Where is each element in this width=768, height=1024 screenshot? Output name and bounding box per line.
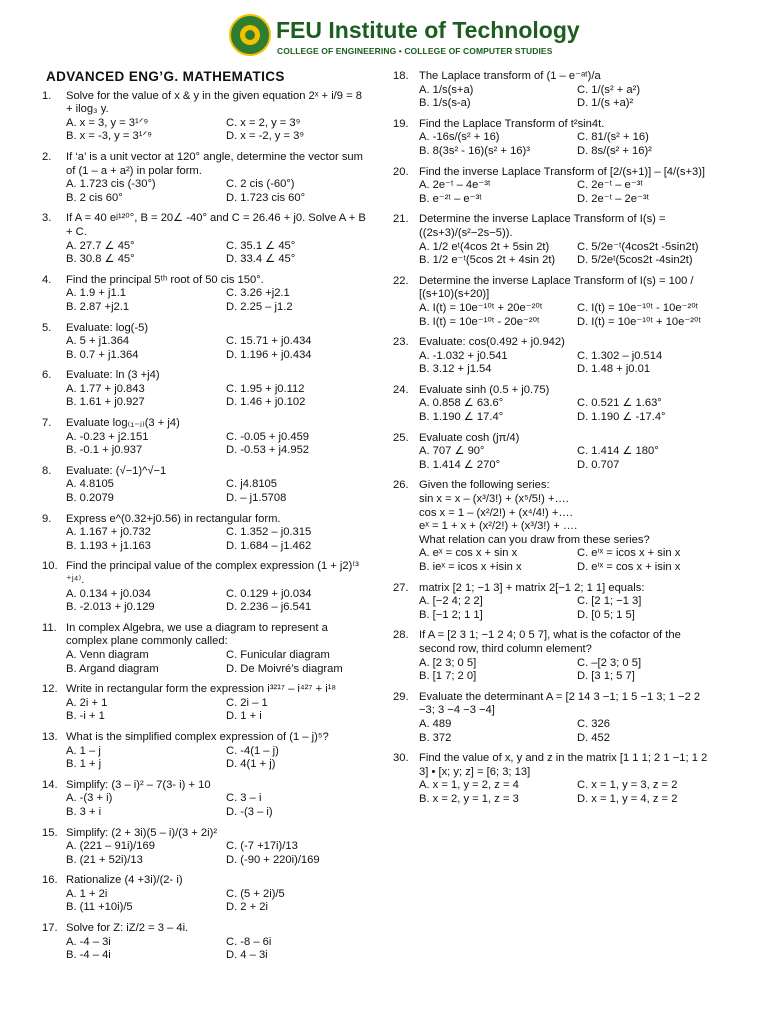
answer-choice: C. 1.95 + j0.112: [226, 382, 305, 395]
question-item: [393, 165, 717, 207]
answer-choice: A. 0.858 ∠ 63.6°: [419, 397, 504, 410]
answer-choice: D. x = -2, y = 3⁹: [226, 130, 305, 143]
answer-choice: A. -0.23 + j2.151: [66, 430, 149, 443]
answer-choice: C. 0.521 ∠ 1.63°: [577, 397, 662, 410]
question-number: 11.: [42, 621, 57, 634]
answer-choice: A. 1 – j: [66, 744, 101, 757]
question-number: 4.: [42, 273, 52, 286]
question-number: 13.: [42, 730, 58, 743]
answer-choice: A. x = 1, y = 2, z = 4: [419, 779, 519, 792]
question-list-left: [42, 89, 368, 963]
question-item: [42, 922, 368, 963]
answer-choice: C. Funicular diagram: [226, 648, 330, 661]
answer-choice: D. 1 + i: [226, 710, 262, 723]
answer-choices: [419, 595, 717, 622]
answer-choices: [419, 241, 717, 268]
question-number: 3.: [42, 212, 52, 225]
answer-choices: [66, 936, 368, 963]
answer-choice: B. 0.7 + j1.364: [66, 348, 139, 361]
question-stem: Evaluate cosh (jπ/4): [419, 431, 520, 444]
answer-choice: D. 1.48 + j0.01: [577, 363, 651, 376]
answer-choice: A. 489: [419, 717, 452, 730]
answer-choice: C. 81/(s² + 16): [577, 131, 649, 144]
answer-choice: B. [1 7; 2 0]: [419, 670, 477, 683]
answer-choice: B. 1.193 + j1.163: [66, 539, 151, 552]
answer-choice: C. 3 – i: [226, 792, 262, 805]
institution-subtitle: COLLEGE OF ENGINEERING • COLLEGE OF COMPUTER STUDIES: [277, 46, 553, 56]
answer-choice: B. [−1 2; 1 1]: [419, 608, 483, 621]
question-number: 24.: [393, 383, 409, 396]
answer-choice: C. [2 1; −1 3]: [577, 595, 642, 608]
question-number: 23.: [393, 336, 409, 349]
answer-choices: [419, 302, 717, 329]
answer-choices: [419, 84, 717, 111]
question-stem: If A = 40 eʲ¹²⁰°, B = 20∠ -40° and C = 26.46 + j0. Solve A + B + C.: [66, 212, 366, 238]
answer-choice: D. 452: [577, 731, 610, 744]
question-stem: Find the principal value of the complex expression (1 + j2)⁽³ ⁺ʲ⁴⁾.: [66, 560, 359, 586]
question-stem: Evaluate: (√−1)^√−1: [66, 464, 167, 477]
answer-choice: D. [0 5; 1 5]: [577, 608, 635, 621]
question-item: [42, 512, 368, 554]
answer-choice: A. 2e⁻ᵗ – 4e⁻³ᵗ: [419, 179, 491, 192]
question-item: [42, 683, 368, 724]
question-number: 18.: [393, 70, 409, 82]
question-number: 12.: [42, 683, 58, 696]
question-item: [393, 581, 717, 623]
question-number: 29.: [393, 690, 409, 703]
answer-choice: B. 2 cis 60°: [66, 191, 123, 204]
question-stem: Evaluate log₍₁₋ⱼ₎(3 + j4): [66, 417, 180, 430]
answer-choice: B. 3 + i: [66, 805, 102, 818]
institution-name: FEU Institute of Technology: [276, 17, 580, 43]
question-number: 16.: [42, 874, 58, 887]
right-column: [393, 70, 717, 814]
answer-choice: C. 1.414 ∠ 180°: [577, 445, 659, 458]
answer-choice: B. ieˣ = icos x +isin x: [419, 561, 522, 573]
answer-choice: C. 2i – 1: [226, 696, 268, 709]
answer-choice: D. x = 1, y = 4, z = 2: [577, 792, 678, 805]
answer-choices: [66, 697, 368, 724]
answer-choices: [66, 478, 368, 505]
answer-choice: D. I(t) = 10e⁻¹⁰ᵗ + 10e⁻²⁰ᵗ: [577, 315, 701, 328]
answer-choice: B. 1 + j: [66, 758, 102, 771]
answer-choice: A. -4 – 3i: [66, 935, 111, 948]
feu-seal-logo: [229, 14, 271, 56]
question-number: 19.: [393, 117, 409, 130]
answer-choice: A. 1.9 + j1.1: [66, 287, 127, 300]
question-number: 26.: [393, 479, 409, 492]
question-number: 21.: [393, 213, 409, 226]
answer-choices: [66, 117, 368, 144]
answer-choice: D. -(3 – i): [226, 805, 273, 818]
answer-choice: B. x = -3, y = 3¹ᐟ⁹: [66, 130, 153, 143]
question-item: [42, 321, 368, 363]
answer-choice: C. 2e⁻ᵗ – e⁻³ᵗ: [577, 179, 643, 192]
question-stem: Find the inverse Laplace Transform of [2/(s+1)] – [4/(s+3)]: [419, 165, 706, 178]
question-item: [42, 212, 368, 266]
answer-choice: C. 35.1 ∠ 45°: [226, 239, 296, 252]
question-number: 7.: [42, 417, 52, 430]
answer-choice: C. -8 – 6i: [226, 935, 272, 948]
answer-choices: [66, 240, 368, 267]
answer-choices: [66, 792, 368, 819]
answer-choices: [419, 547, 717, 574]
question-item: [393, 274, 717, 329]
answer-choice: B. -4 – 4i: [66, 949, 111, 962]
answer-choices: [419, 657, 717, 684]
answer-choice: D. 2.25 – j1.2: [226, 300, 293, 313]
answer-choice: C. 1.352 – j0.315: [226, 526, 312, 539]
answer-choice: A. -1.032 + j0.541: [419, 349, 508, 362]
answer-choice: D. – j1.5708: [226, 492, 287, 505]
question-stem: Evaluate: cos(0.492 + j0.942): [419, 336, 565, 349]
question-number: 15.: [42, 826, 58, 839]
question-stem: matrix [2 1; −1 3] + matrix 2[−1 2; 1 1] equals:: [419, 581, 645, 594]
question-stem: Simplify: (3 – i)² – 7(3- i) + 10: [66, 778, 211, 791]
answer-choice: B. 30.8 ∠ 45°: [66, 253, 135, 266]
answer-choice: C. 3.26 +j2.1: [226, 287, 290, 300]
answer-choice: D. 4 – 3i: [226, 949, 268, 962]
answer-choice: D. 1.723 cis 60°: [226, 191, 306, 204]
question-stem: Rationalize (4 +3i)/(2- i): [66, 874, 183, 887]
answer-choices: [66, 431, 368, 458]
answer-choice: D. (-90 + 220i)/169: [226, 853, 320, 866]
answer-choices: [419, 445, 717, 472]
question-stem: Evaluate: log(-5): [66, 321, 149, 334]
question-stem: Solve for the value of x & y in the given equation 2ˣ + i/9 = 8 + ilog₃ y.: [66, 89, 362, 116]
answer-choice: C. 1.302 – j0.514: [577, 349, 663, 362]
answer-choice: A. -16s/(s² + 16): [419, 131, 500, 144]
answer-choice: B. -i + 1: [66, 710, 105, 723]
question-stem: The Laplace transform of (1 – e⁻ᵃᵗ)/a: [419, 70, 601, 82]
answer-choices: [66, 526, 368, 553]
answer-choice: A. 2i + 1: [66, 696, 108, 709]
question-item: [393, 213, 717, 267]
answer-choice: C. 15.71 + j0.434: [226, 335, 312, 348]
answer-choice: A. (221 – 91i)/169: [66, 840, 155, 853]
question-number: 25.: [393, 431, 409, 444]
answer-choice: B. I(t) = 10e⁻¹⁰ᵗ - 20e⁻²⁰ᵗ: [419, 315, 540, 328]
answer-choice: A. 0.134 + j0.034: [66, 587, 151, 600]
answer-choice: B. 1.414 ∠ 270°: [419, 458, 501, 471]
answer-choice: A. [2 3; 0 5]: [419, 656, 477, 669]
question-item: [393, 70, 717, 111]
answer-choice: B. e⁻²ᵗ – e⁻³ᵗ: [419, 192, 482, 205]
question-number: 27.: [393, 581, 409, 594]
answer-choice: A. 27.7 ∠ 45°: [66, 239, 135, 252]
answer-choice: B. 372: [419, 731, 452, 744]
question-item: [393, 431, 717, 473]
answer-choice: A. 4.8105: [66, 478, 114, 491]
answer-choice: B. 8(3s² - 16)(s² + 16)³: [419, 144, 530, 157]
answer-choice: C. 1/(s² + a²): [577, 83, 641, 96]
answer-choices: [419, 779, 717, 806]
answer-choice: D. 1.196 + j0.434: [226, 348, 312, 361]
answer-choice: C. x = 2, y = 3⁹: [226, 116, 301, 129]
question-stem: If A = [2 3 1; −1 2 4; 0 5 7], what is the cofactor of the second row, third column element?: [419, 629, 681, 655]
question-number: 17.: [42, 922, 58, 935]
question-number: 10.: [42, 560, 58, 573]
answer-choice: B. (21 + 52i)/13: [66, 853, 143, 866]
question-item: [42, 778, 368, 820]
question-stem: Determine the inverse Laplace Transform of I(s) = ((2s+3)/(s²−2s−5)).: [419, 213, 666, 239]
answer-choices: [66, 888, 368, 915]
question-stem: Express e^(0.32+j0.56) in rectangular form.: [66, 512, 281, 525]
answer-choice: D. 33.4 ∠ 45°: [226, 253, 296, 266]
page-header: [0, 0, 768, 68]
answer-choice: C. (5 + 2i)/5: [226, 887, 285, 900]
left-column: [42, 69, 368, 970]
question-item: [42, 150, 368, 205]
question-item: [42, 560, 368, 614]
question-stem: Find the value of x, y and z in the matrix [1 1 1; 2 1 −1; 1 2 3] • [x; y; z] = [6; 3; 13]: [419, 752, 708, 778]
answer-choice: D. 2.236 – j6.541: [226, 601, 312, 614]
question-item: [393, 117, 717, 159]
question-stem: Given the following series: sin x = x – (x³/3!) + (x⁵/5!) +…. cos x = 1 – (x²/2!) + (x⁴/4!) +…. eˣ = 1 + x + (x²/2!) + (x³/3!) + …. What relation can you draw from these series?: [419, 479, 650, 546]
answer-choice: D. 2e⁻ᵗ – 2e⁻³ᵗ: [577, 192, 650, 205]
answer-choice: A. 5 + j1.364: [66, 335, 130, 348]
answer-choice: D. 5/2eᵗ(5cos2t -4sin2t): [577, 254, 693, 267]
answer-choice: B. 1/s(s-a): [419, 97, 471, 110]
question-stem: Write in rectangular form the expression i³²¹⁷ – i⁴²⁷ + i¹⁸: [66, 683, 337, 696]
answer-choices: [419, 179, 717, 206]
question-number: 28.: [393, 629, 409, 642]
answer-choice: A. x = 3, y = 3¹ᐟ⁹: [66, 116, 149, 129]
answer-choice: D. 1.46 + j0.102: [226, 396, 306, 409]
question-number: 1.: [42, 89, 52, 102]
answer-choice: A. 707 ∠ 90°: [419, 445, 485, 458]
question-item: [42, 89, 368, 144]
answer-choice: C. 0.129 + j0.034: [226, 587, 312, 600]
question-item: [393, 383, 717, 425]
answer-choice: C. j4.8105: [226, 478, 277, 491]
answer-choice: B. x = 2, y = 1, z = 3: [419, 792, 519, 805]
question-number: 22.: [393, 274, 409, 287]
answer-choice: D. 1.190 ∠ -17.4°: [577, 411, 666, 424]
question-number: 9.: [42, 512, 52, 525]
question-item: [393, 690, 717, 745]
question-number: 20.: [393, 165, 409, 178]
answer-choice: A. eˣ = cos x + sin x: [419, 547, 518, 560]
question-stem: Determine the inverse Laplace Transform of I(s) = 100 / [(s+10)(s+20)]: [419, 274, 694, 301]
answer-choices: [66, 383, 368, 410]
question-item: [42, 826, 368, 868]
question-item: [42, 730, 368, 772]
question-item: [42, 273, 368, 315]
answer-choices: [419, 718, 717, 745]
question-stem: Simplify: (2 + 3i)(5 – i)/(3 + 2i)²: [66, 826, 218, 839]
answer-choices: [66, 840, 368, 867]
answer-choices: [66, 335, 368, 362]
question-item: [393, 752, 717, 806]
question-number: 8.: [42, 464, 52, 477]
document-title: ADVANCED ENG’G. MATHEMATICS: [46, 69, 285, 84]
answer-choice: B. (11 +10i)/5: [66, 901, 133, 914]
question-item: [42, 874, 368, 915]
answer-choice: C. eⁱˣ = icos x + sin x: [577, 547, 681, 560]
answer-choice: D. 2 + 2i: [226, 901, 268, 914]
answer-choice: D. 0.707: [577, 458, 620, 471]
answer-choice: D. 4(1 + j): [226, 758, 276, 771]
question-number: 2.: [42, 150, 52, 163]
answer-choices: [66, 287, 368, 314]
answer-choice: C. 5/2e⁻ᵗ(4cos2t -5sin2t): [577, 240, 699, 253]
answer-choice: A. 1.167 + j0.732: [66, 526, 151, 539]
answer-choice: C. -0.05 + j0.459: [226, 430, 310, 443]
question-item: [393, 336, 717, 377]
answer-choice: A. 1/s(s+a): [419, 83, 474, 96]
answer-choices: [66, 745, 368, 772]
answer-choices: [419, 131, 717, 158]
question-stem: Evaluate: ln (3 +j4): [66, 369, 160, 382]
answer-choice: C. –[2 3; 0 5]: [577, 656, 642, 669]
answer-choice: C. 2 cis (-60°): [226, 178, 295, 191]
answer-choice: B. 0.2079: [66, 492, 114, 505]
answer-choice: D. -0.53 + j4.952: [226, 444, 310, 457]
question-stem: Find the principal 5ᵗʰ root of 50 cis 150°.: [66, 273, 264, 286]
answer-choice: B. -2.013 + j0.129: [66, 601, 155, 614]
answer-choice: B. 1.61 + j0.927: [66, 396, 145, 409]
answer-choice: C. 326: [577, 717, 610, 730]
answer-choice: C. I(t) = 10e⁻¹⁰ᵗ - 10e⁻²⁰ᵗ: [577, 301, 699, 314]
question-stem: What is the simplified complex expression of (1 – j)⁵?: [66, 730, 329, 743]
answer-choice: D. 8s/(s² + 16)²: [577, 144, 652, 157]
question-item: [42, 464, 368, 506]
question-stem: Evaluate the determinant A = [2 14 3 −1; 1 5 −1 3; 1 −2 2 −3; 3 −4 −3 −4]: [419, 690, 701, 717]
question-stem: In complex Algebra, we use a diagram to represent a complex plane commonly called:: [66, 621, 328, 648]
answer-choice: A. I(t) = 10e⁻¹⁰ᵗ + 20e⁻²⁰ᵗ: [419, 301, 543, 314]
answer-choices: [66, 178, 368, 205]
answer-choice: A. [−2 4; 2 2]: [419, 595, 483, 608]
answer-choice: D. 1/(s +a)²: [577, 97, 634, 110]
answer-choice: B. Argand diagram: [66, 662, 159, 675]
question-stem: Evaluate sinh (0.5 + j0.75): [419, 383, 550, 396]
answer-choice: B. 1.190 ∠ 17.4°: [419, 411, 504, 424]
answer-choice: A. 1.723 cis (-30°): [66, 178, 156, 191]
question-list-right: [393, 70, 717, 807]
answer-choices: [66, 588, 368, 615]
answer-choices: [419, 350, 717, 377]
question-number: 30.: [393, 752, 409, 765]
answer-choice: D. [3 1; 5 7]: [577, 670, 635, 683]
answer-choice: B. 3.12 + j1.54: [419, 363, 492, 376]
answer-choices: [419, 397, 717, 424]
question-number: 14.: [42, 778, 58, 791]
answer-choice: C. -4(1 – j): [226, 744, 279, 757]
answer-choice: B. 1/2 e⁻ᵗ(5cos 2t + 4sin 2t): [419, 254, 556, 267]
answer-choice: A. -(3 + i): [66, 792, 113, 805]
question-item: [42, 417, 368, 458]
answer-choice: C. (-7 +17i)/13: [226, 840, 298, 853]
question-stem: Find the Laplace Transform of t²sin4t.: [419, 117, 605, 130]
question-stem: Solve for Z: iZ/2 = 3 – 4i.: [66, 922, 189, 935]
answer-choice: D. De Moivré’s diagram: [226, 662, 343, 675]
answer-choice: D. eⁱˣ = cos x + isin x: [577, 561, 681, 573]
question-item: [393, 479, 717, 574]
answer-choices: [66, 649, 368, 676]
question-item: [42, 621, 368, 676]
answer-choice: D. 1.684 – j1.462: [226, 539, 312, 552]
answer-choice: C. x = 1, y = 3, z = 2: [577, 779, 678, 792]
question-item: [393, 629, 717, 683]
answer-choice: A. 1/2 eᵗ(4cos 2t + 5sin 2t): [419, 240, 550, 253]
answer-choice: B. 2.87 +j2.1: [66, 300, 130, 313]
answer-choice: A. 1.77 + j0.843: [66, 382, 145, 395]
question-number: 6.: [42, 369, 52, 382]
answer-choice: A. Venn diagram: [66, 648, 149, 661]
question-item: [42, 369, 368, 410]
question-number: 5.: [42, 321, 52, 334]
answer-choice: B. -0.1 + j0.937: [66, 444, 143, 457]
question-stem: If ‘a’ is a unit vector at 120° angle, determine the vector sum of (1 – a + a²) in polar form.: [66, 150, 363, 177]
answer-choice: A. 1 + 2i: [66, 887, 108, 900]
